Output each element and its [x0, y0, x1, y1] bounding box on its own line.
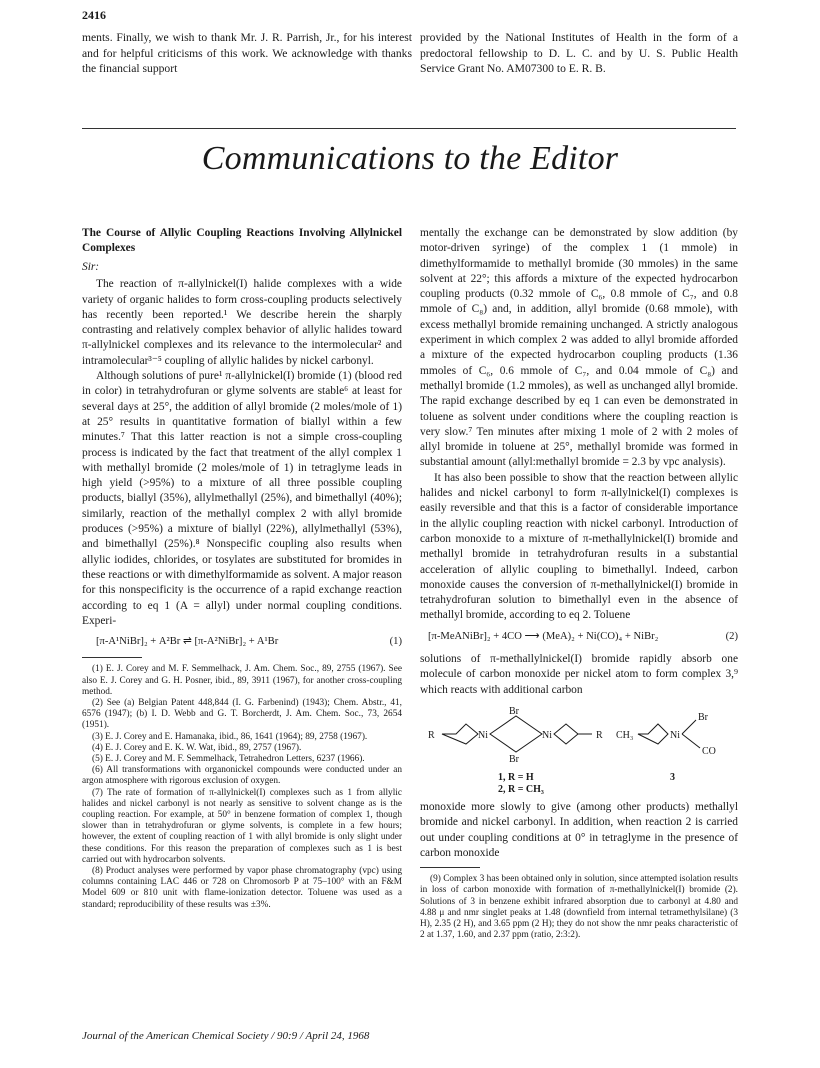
nickel-label: Ni	[542, 729, 552, 741]
methyl-label: CH₃	[616, 729, 634, 741]
salutation: Sir:	[82, 261, 100, 273]
bromine-label: Br	[509, 705, 519, 717]
footnote: (9) Complex 3 has been obtained only in solution, since attempted isolation results in loss of carbon monoxide with formation of π-methallylnickel(I) bromide (2). Solutions of 3 in benzene exhibit infrared absorption due to carbonyl at 4.80 and 4.88 μ and nmr singlet peaks at 1.48 (downfield from internal tetramethylsilane) (3 H), 2.35 (2 H), and 3.65 ppm (2 H); they do not show the nmr peaks characteristic of 2 at 1.37, 1.60, and 2.37 ppm (ratio, 2:3:2).	[420, 874, 738, 941]
equation-2	[420, 629, 738, 644]
allyl-ligand-right	[554, 724, 592, 744]
equation-1-text: [π-A¹NiBr]₂ + A²Br ⇌ [π-A²NiBr]₂ + A¹Br	[96, 636, 279, 648]
footnote: (1) E. J. Corey and M. F. Semmelhack, J. Am. Chem. Soc., 89, 2755 (1967). See also E. J. Corey and G. H. Posner, ibid., 89, 3911 (1967), for another cross-coupling method.	[82, 664, 402, 697]
article-title: The Course of Allylic Coupling Reactions Involving Allylnickel Complexes	[82, 227, 402, 254]
body-paragraph: solutions of π-methallylnickel(I) bromide rapidly absorb one molecule of carbon monoxide per nickel atom to form complex 3,⁹ which reacts with additional carbon	[420, 653, 738, 696]
footnote-divider	[82, 657, 142, 658]
section-title: Communications to the Editor	[201, 140, 619, 177]
compound-1-label: 1, R = H	[498, 771, 534, 783]
footnote: (3) E. J. Corey and E. Hamanaka, ibid., 86, 1641 (1964); 89, 2758 (1967).	[92, 731, 368, 742]
complex-3-structure	[638, 720, 700, 748]
journal-footer: Journal of the American Chemical Society / 90:9 / April 24, 1968	[82, 1030, 370, 1042]
r-group-label: R	[596, 729, 603, 741]
equation-2-text: [π-MeANiBr]₂ + 4CO ⟶ (MeA)₂ + Ni(CO)₄ + NiBr₂	[428, 630, 659, 642]
nickel-label: Ni	[670, 729, 680, 741]
equation-1-number: (1)	[389, 636, 402, 648]
footnotes-left	[82, 664, 402, 910]
footnote: (7) The rate of formation of π-allylnickel(I) complexes such as 1 from allylic halides and nickel carbonyl is not nearly as sensitive to solvent change as is the coupling reaction. For example, at 50° in benzene formation of complex 1, though slower than in tetrahydrofuran or glyme solvents, is complete in a few hours; however, the extent of coupling reaction of 1 with allyl bromide is only slight under these conditions. For this reason the preparation of complexes such as 1 is best carried out with hydrocarbon solvents.	[82, 787, 402, 865]
body-paragraph: monoxide more slowly to give (among other products) methallyl bromide and nickel carbonyl. In addition, when reaction 2 is carried out under coupling conditions at 0° in tetraglyme in the presence of carbon monoxide	[420, 800, 738, 859]
footnote: (5) E. J. Corey and M. F. Semmelhack, Tetrahedron Letters, 6237 (1966).	[92, 754, 365, 765]
footnote-divider	[420, 867, 480, 868]
r-group-label: R	[428, 729, 435, 741]
structure-figure	[420, 704, 738, 796]
body-paragraph: Although solutions of pure¹ π-allylnickel(I) bromide (1) (blood red in color) in tetrahydrofuran or glyme solvents are stable⁶ at least for several days at 25°, the addition of allyl bromide (2 moles/mole of 1) at 25° results in quantitative formation of biallyl within a few minutes.⁷ That this latter reaction is not a simple cross-coupling process is indicated by the fact that treatment of the allyl complex 1 with methallyl bromide (2 moles/mole of 1) in tetraglyme leads in high yield (>95%) to a mixture of all three possible coupling products, biallyl (35%), allylmethallyl (25%), and bimethallyl (40%); similarly, reaction of the methallyl complex 2 with allyl bromide produces (>95%) a mixture of biallyl (22%), allylmethallyl (53%), and bimethallyl (25%).⁸ Nonspecific coupling also results when allylic iodides, chlorides, or tosylates are substituted for bromides in these reactions or with dimethylformamide as solvent. A major reason for this nonspecificity is the occurrence of a rapid exchange reaction according to eq 1 (A = allyl) under normal coupling conditions. Experi-	[82, 370, 402, 627]
top-right-text	[420, 30, 738, 77]
equation-1	[82, 634, 402, 649]
top-left-text	[82, 30, 412, 77]
right-column	[420, 226, 738, 941]
chemical-structures-diagram	[420, 704, 738, 796]
footnote: (2) See (a) Belgian Patent 448,844 (I. G. Farbenind) (1943); Chem. Abstr., 41, 6576 (1947); (b) I. D. Webb and G. T. Borcherdt, J. Am. Chem. Soc., 73, 2654 (1951).	[82, 698, 402, 731]
left-column	[82, 226, 402, 911]
bromine-label: Br	[509, 753, 519, 765]
body-paragraph: mentally the exchange can be demonstrated by slow addition (by motor-driven syringe) of the complex 1 (1 mmole) in dimethylformamide to methallyl bromide (30 mmoles) in the same solvent at 22°; this affords a mixture of the expected hydrocarbon coupling products (0.32 mmole of C₆, 0.8 mmole of C₇, and 0.8 mmole of C₈) and, in addition, allyl bromide (0.68 mmole), with excess methallyl bromide remaining unchanged. A strictly analogous experiment in which complex 2 was added to allyl bromide afforded a mixture of the expected hydrocarbon coupling products (1.36 mmoles of C₆, 0.6 mmole of C₇, and 0.04 mmole of C₈) and methallyl bromide (1.2 mmoles), as well as unchanged allyl bromide. The rapid exchange described by eq 1 can even be demonstrated in toluene as solvent under conditions where the coupling reaction is very slow.⁷ Ten minutes after mixing 1 mole of 2 with 2 moles of allyl bromide in toluene at 25°, methallyl bromide was formed in substantial amount (allyl:methallyl bromide = 2.3 by vpc analysis).	[420, 227, 738, 469]
footnote: (4) E. J. Corey and E. K. W. Wat, ibid., 89, 2757 (1967).	[92, 742, 302, 753]
footnotes-right	[420, 874, 738, 941]
carbonyl-label: CO	[702, 745, 716, 757]
top-left-paragraph: ments. Finally, we wish to thank Mr. J. R. Parrish, Jr., for his interest and for helpful criticisms of this work. We acknowledge with thanks the financial support	[82, 31, 412, 75]
bromide-bridge	[490, 716, 542, 752]
body-paragraph: The reaction of π-allylnickel(I) halide complexes with a wide variety of organic halides to form cross-coupling products selectively has recently been reported.¹ We describe herein the sharply contrasting and relatively complex behavior of allylic halides toward π-allylnickel complexes and its relevance to the intermolecular² and intramolecular³⁻⁵ coupling of allylic halides by nickel carbonyl.	[82, 278, 402, 367]
section-divider	[82, 128, 736, 129]
nickel-label: Ni	[478, 729, 488, 741]
compound-2-label: 2, R = CH₃	[498, 783, 544, 795]
footnote: (8) Product analyses were performed by vapor phase chromatography (vpc) using columns containing LAC 446 or 728 on Chromosorb P at 75–100° with an F&M Model 609 or 810 unit with flame-ionization detector. Toluene was used as a standard; reproducibility of these results was ±3%.	[82, 866, 402, 910]
equation-2-number: (2)	[725, 630, 738, 642]
footnote: (6) All transformations with organonickel compounds were conducted under an argon atmosphere with rigorous exclusion of oxygen.	[82, 765, 402, 787]
body-paragraph: It has also been possible to show that the reaction between allylic halides and nickel carbonyl to form π-allylnickel(I) complexes is easily reversible and that this is a factor of considerable importance in the allylic coupling reaction with nickel carbonyl. Introduction of carbon monoxide to a mixture of π-methallylnickel(I) bromide and methallyl bromide in tetrahydrofuran results in a substantial acceleration of allylic coupling to bimethallyl. Indeed, carbon monoxide causes the conversion of π-methallylnickel(I) bromide in tetrahydrofuran solution to bimethallyl even in the absence of methallyl bromide, according to eq 2. Toluene	[420, 471, 738, 622]
top-right-paragraph: provided by the National Institutes of Health in the form of a predoctoral fellowship to D. L. C. and by U. S. Public Health Service Grant No. AM07300 to E. R. B.	[420, 31, 738, 75]
page-number: 2416	[82, 8, 106, 22]
compound-3-label: 3	[670, 771, 675, 783]
bromine-label: Br	[698, 711, 708, 723]
allyl-ligand-left	[442, 724, 478, 744]
